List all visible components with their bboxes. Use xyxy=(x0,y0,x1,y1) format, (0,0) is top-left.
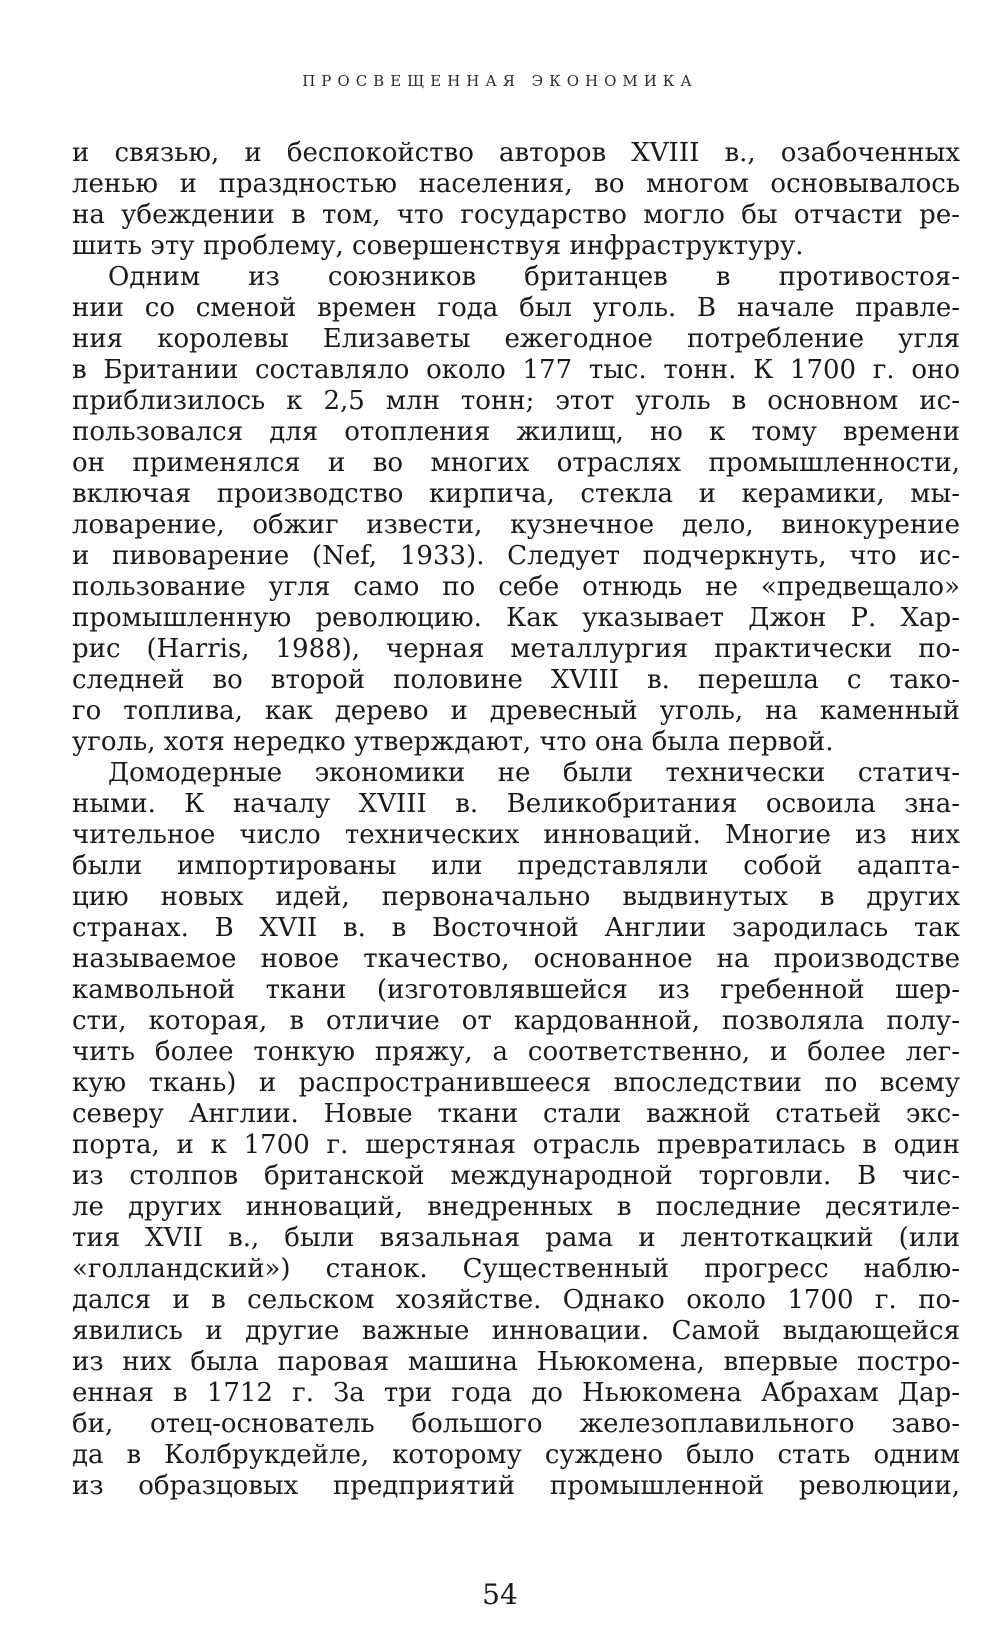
text-line: енная в 1712 г. За три года до Ньюкомена Абрахам Дар- xyxy=(72,1378,960,1408)
running-header: ПРОСВЕЩЕННАЯ ЭКОНОМИКА xyxy=(302,72,698,90)
text-line: нии со сменой времен года был уголь. В начале правле- xyxy=(72,293,960,323)
text-line: на убеждении в том, что государство могло бы отчасти ре- xyxy=(72,200,960,230)
text-line: кую ткань) и распространившееся впоследствии по всему xyxy=(72,1068,960,1098)
text-line: и связью, и беспокойство авторов XVIII в., озабоченных xyxy=(72,138,960,168)
text-line: цию новых идей, первоначально выдвинутых в других xyxy=(72,882,960,912)
text-line: ленью и праздностью населения, во многом основывалось xyxy=(72,169,960,199)
text-line: пользовался для отопления жилищ, но к тому времени xyxy=(72,417,960,447)
text-line: чительное число технических инноваций. Многие из них xyxy=(72,820,960,850)
text-line: чить более тонкую пряжу, а соответственно, и более лег- xyxy=(72,1037,960,1067)
text-line: ными. К началу XVIII в. Великобритания освоила зна- xyxy=(72,789,960,819)
text-line: ловарение, обжиг извести, кузнечное дело, винокурение xyxy=(72,510,960,540)
text-line: включая производство кирпича, стекла и керамики, мы- xyxy=(72,479,960,509)
text-line: промышленную революцию. Как указывает Джон Р. Хар- xyxy=(72,603,960,633)
text-line: Домодерные экономики не были технически статич- xyxy=(108,758,960,788)
text-line: были импортированы или представляли собой адапта- xyxy=(72,851,960,881)
text-line: из столпов британской международной торговли. В чис- xyxy=(72,1161,960,1191)
text-line: уголь, хотя нередко утверждают, что она была первой. xyxy=(72,727,834,757)
text-line: из них была паровая машина Ньюкомена, впервые постро- xyxy=(72,1347,960,1377)
text-line: из образцовых предприятий промышленной революции, xyxy=(72,1471,960,1501)
text-line: да в Колбрукдейле, которому суждено было стать одним xyxy=(72,1440,960,1470)
text-line: приблизилось к 2,5 млн тонн; этот уголь в основном ис- xyxy=(72,386,960,416)
text-line: ле других инноваций, внедренных в последние десятиле- xyxy=(72,1192,960,1222)
text-line: шить эту проблему, совершенствуя инфраструктуру. xyxy=(72,231,804,261)
text-line: следней во второй половине XVIII в. перешла с тако- xyxy=(72,665,960,695)
text-line: би, отец-основатель большого железоплавильного заво- xyxy=(72,1409,960,1439)
text-line: пользование угля само по себе отнюдь не «предвещало» xyxy=(72,572,960,602)
text-line: называемое новое ткачество, основанное на производстве xyxy=(72,944,960,974)
text-line: в Британии составляло около 177 тыс. тонн. К 1700 г. оно xyxy=(72,355,960,385)
text-line: он применялся и во многих отраслях промышленности, xyxy=(72,448,960,478)
text-line: го топлива, как дерево и древесный уголь, на каменный xyxy=(72,696,960,726)
text-line: странах. В XVII в. в Восточной Англии зародилась так xyxy=(72,913,960,943)
text-line: Одним из союзников британцев в противостоя- xyxy=(108,262,960,292)
text-line: камвольной ткани (изготовлявшейся из гребенной шер- xyxy=(72,975,960,1005)
text-line: явились и другие важные инновации. Самой выдающейся xyxy=(72,1316,960,1346)
text-line: «голландский») станок. Существенный прогресс наблю- xyxy=(72,1254,960,1284)
text-line: ния королевы Елизаветы ежегодное потребление угля xyxy=(72,324,960,354)
text-line: дался и в сельском хозяйстве. Однако около 1700 г. по- xyxy=(72,1285,960,1315)
page-number: 54 xyxy=(482,1578,518,1611)
text-line: северу Англии. Новые ткани стали важной статьей экс- xyxy=(72,1099,960,1129)
text-line: тия XVII в., были вязальная рама и лентоткацкий (или xyxy=(72,1223,960,1253)
text-line: порта, и к 1700 г. шерстяная отрасль превратилась в один xyxy=(72,1130,960,1160)
body-text xyxy=(72,138,960,1502)
text-line: и пивоварение (Nef, 1933). Следует подчеркнуть, что ис- xyxy=(72,541,960,571)
text-line: рис (Harris, 1988), черная металлургия практически по- xyxy=(72,634,960,664)
text-line: сти, которая, в отличие от кардованной, позволяла полу- xyxy=(72,1006,960,1036)
